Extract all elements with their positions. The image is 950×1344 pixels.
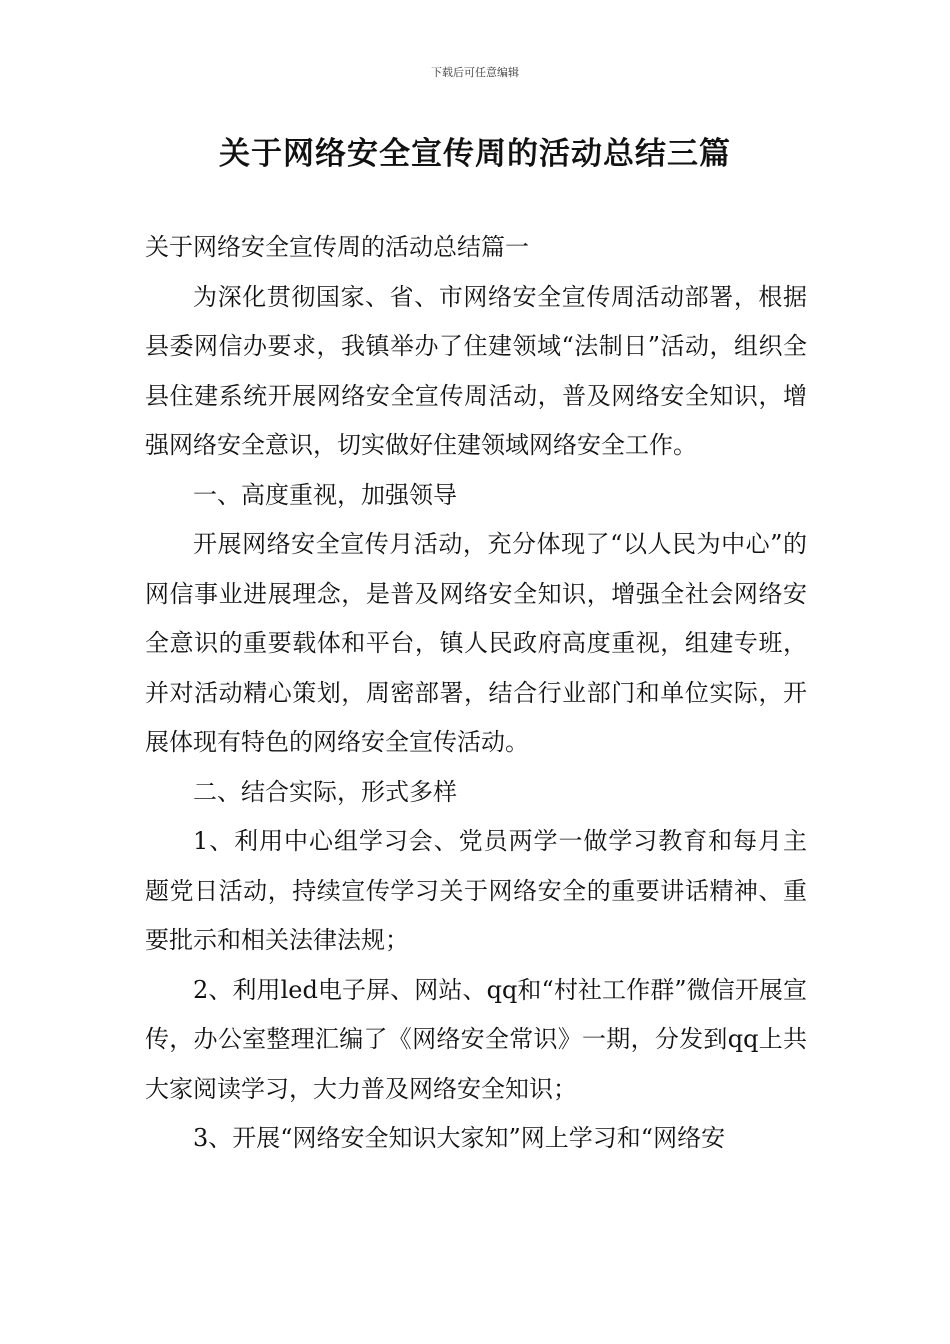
document-body [145,223,807,1164]
list-item-2: 2、利用led电子屏、网站、qq和“村社工作群”微信开展宣传，办公室整理汇编了《网络安全常识》一期，分发到qq上共大家阅读学习，大力普及网络安全知识； [145,975,807,1103]
paragraph-intro: 为深化贯彻国家、省、市网络安全宣传周活动部署，根据县委网信办要求，我镇举办了住建领域“法制日”活动，组织全县住建系统开展网络安全宣传周活动，普及网络安全知识，增强网络安全意识，切实做好住建领域网络安全工作。 [145,282,807,459]
list-item-1: 1、利用中心组学习会、党员两学一做学习教育和每月主题党日活动，持续宣传学习关于网络安全的重要讲话精神、重要批示和相关法律法规； [145,827,807,954]
header-note: 下载后可任意编辑 [431,66,519,79]
subheading-1: 一、高度重视，加强领导 [193,480,457,509]
subheading-2: 二、结合实际，形式多样 [193,777,457,806]
list-item-3: 3、开展“网络安全知识大家知”网上学习和“网络安 [193,1124,726,1152]
paragraph-1: 开展网络安全宣传月活动，充分体现了“以人民为中心”的网信事业进展理念，是普及网络安全知识，增强全社会网络安全意识的重要载体和平台，镇人民政府高度重视，组建专班，并对活动精心策划，周密部署，结合行业部门和单位实际，开展体现有特色的网络安全宣传活动。 [145,530,807,756]
section-heading: 关于网络安全宣传周的活动总结篇一 [145,233,529,261]
document-title: 关于网络安全宣传周的活动总结三篇 [219,136,731,172]
